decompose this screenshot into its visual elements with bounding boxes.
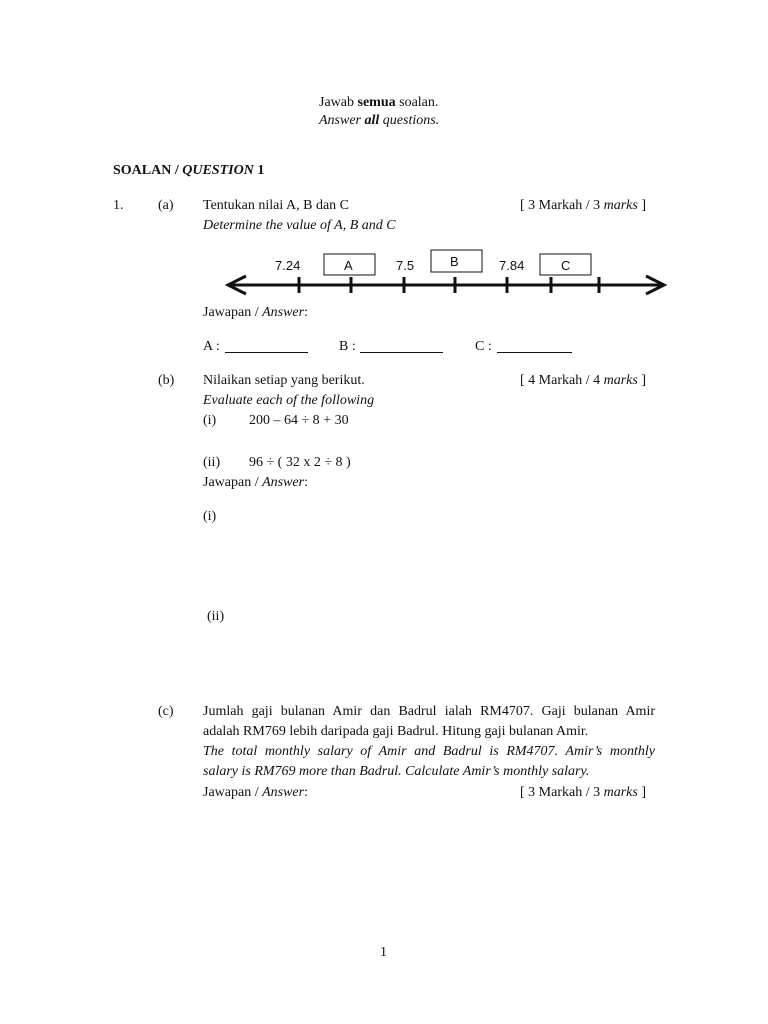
question-number: 1. (113, 198, 124, 213)
part-c-question-english-line1: The total monthly salary of Amir and Badrul is RM4707. Amir’s monthly (203, 744, 655, 759)
numberline-label-7-84: 7.84 (499, 258, 525, 273)
part-c-question-malay-line1: Jumlah gaji bulanan Amir dan Badrul ialah RM4707. Gaji bulanan Amir (203, 704, 655, 719)
part-b-marks: [ 4 Markah / 4 marks ] (520, 373, 646, 388)
part-b-item-ii-label: (ii) (203, 455, 221, 470)
part-b-item-ii-expression: 96 ÷ ( 32 x 2 ÷ 8 ) (249, 455, 351, 470)
part-a-question-malay: Tentukan nilai A, B dan C (203, 198, 350, 213)
instruction-english: Answer all questions. (319, 113, 440, 128)
answer-b-blank[interactable] (360, 352, 443, 353)
part-b-question-malay: Nilaikan setiap yang berikut. (203, 373, 365, 388)
answer-c-blank[interactable] (497, 352, 572, 353)
part-c-question-english-line2: salary is RM769 more than Badrul. Calculate Amir’s monthly salary. (203, 764, 590, 779)
answer-a-blank[interactable] (225, 352, 308, 353)
part-c-marks: [ 3 Markah / 3 marks ] (520, 785, 646, 800)
section-heading: SOALAN / QUESTION 1 (113, 163, 265, 178)
numberline-label-7-24: 7.24 (275, 258, 301, 273)
numberline-label-7-5: 7.5 (396, 258, 415, 273)
part-a-label: (a) (158, 198, 174, 213)
part-a-answer-label: Jawapan / Answer: (203, 305, 308, 320)
answer-b-label: B : (339, 339, 356, 354)
part-b-work-i-label: (i) (203, 509, 217, 524)
instruction-malay: Jawab semua soalan. (319, 95, 439, 110)
part-a-question-english: Determine the value of A, B and C (203, 218, 396, 233)
part-b-work-ii-label: (ii) (207, 609, 225, 624)
part-b-label: (b) (158, 373, 175, 388)
part-b-item-i-expression: 200 – 64 ÷ 8 + 30 (249, 413, 349, 428)
box-b-label: B (450, 254, 459, 269)
part-b-item-i-label: (i) (203, 413, 217, 428)
part-c-question-malay-line2: adalah RM769 lebih daripada gaji Badrul. Hitung gaji bulanan Amir. (203, 724, 589, 739)
part-b-question-english: Evaluate each of the following (203, 393, 375, 408)
answer-a-label: A : (203, 339, 220, 354)
part-a-marks: [ 3 Markah / 3 marks ] (520, 198, 646, 213)
part-c-label: (c) (158, 704, 174, 719)
number-line (0, 244, 768, 304)
part-b-answer-label: Jawapan / Answer: (203, 475, 308, 490)
part-c-answer-label: Jawapan / Answer: (203, 785, 308, 800)
answer-c-label: C : (475, 339, 492, 354)
box-c-label: C (561, 258, 571, 273)
page-number: 1 (380, 945, 387, 960)
box-a-label: A (344, 258, 353, 273)
